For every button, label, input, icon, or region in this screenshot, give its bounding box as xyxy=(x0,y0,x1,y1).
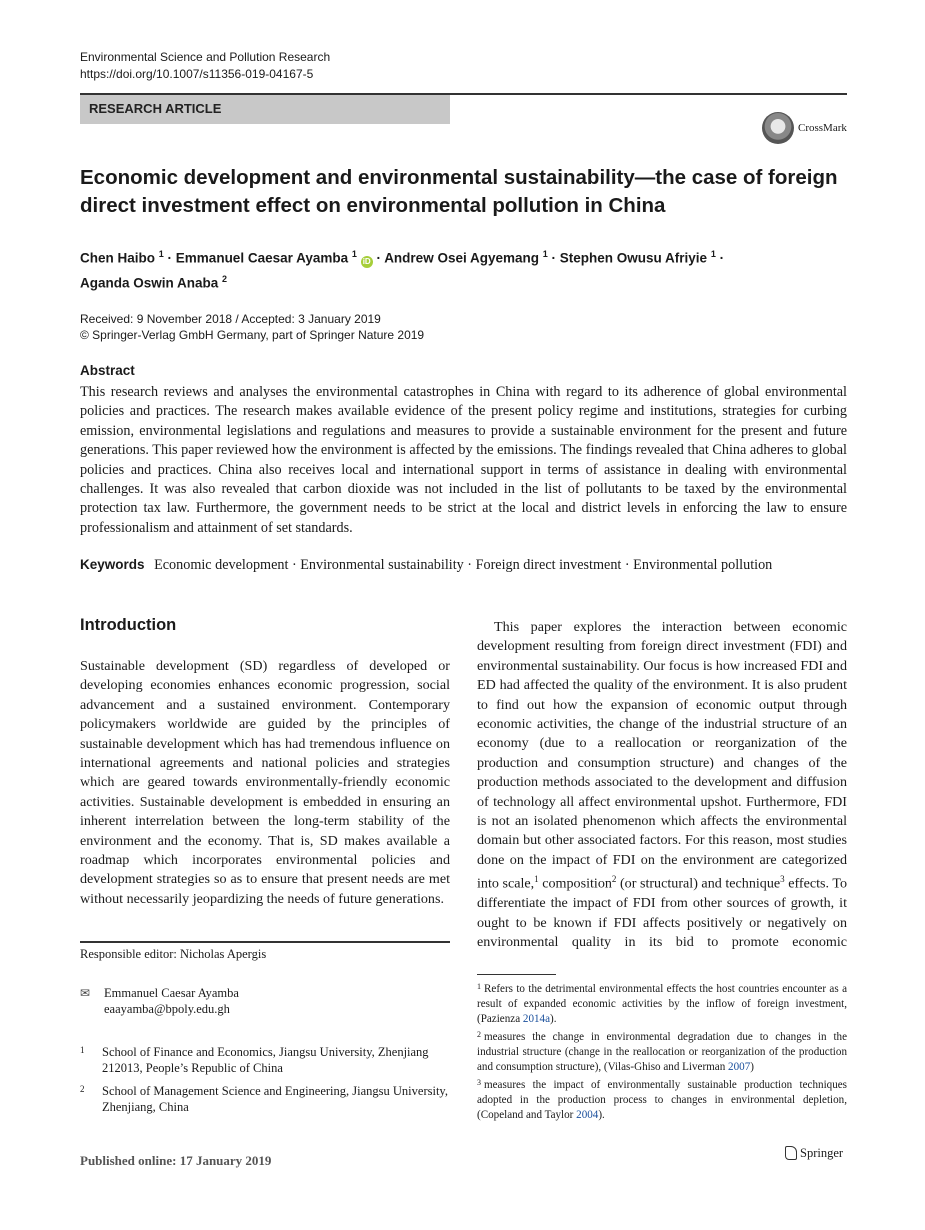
paragraph-text: (or structural) and technique xyxy=(616,875,781,892)
footnote-mark[interactable]: 1 xyxy=(534,874,539,885)
footnote-text: measures the change in environmental degradation due to changes in the industrial structure (change in the reallocation or reorganization of the production and consumption structure), (Vilas-Ghiso and Liverman xyxy=(477,1031,847,1073)
footnote-tail: ). xyxy=(550,1013,557,1025)
article-type-label: RESEARCH ARTICLE xyxy=(89,101,222,116)
article-title: Economic development and environmental sustainability—the case of foreign direct investment effect on environmental pollution in China xyxy=(80,166,838,217)
footnote-tail: ). xyxy=(598,1109,605,1121)
introduction-left-paragraph: Sustainable development (SD) regardless of developed or developing economies enhances economic progression, social advancement and a sustained environment. Contemporary policymakers worldwide are guided by the principles of sustainable development which has had tremendous influence on international agreements and national policies and strategies which are geared towards environmentally-friendly economic activities. Sustainable development is embedded in ensuring an inherent interrelation between the long-term stability of the environment and the economy. That is, SD makes available a roadmap which incorporates environmental policies and development strategies so as to ensure that present needs are met without necessarily jeopardizing the needs of future generations. xyxy=(80,658,450,907)
paragraph-text: composition xyxy=(538,875,612,892)
footnote xyxy=(477,1027,847,1075)
introduction-right-paragraph xyxy=(477,618,847,953)
footnote xyxy=(477,1075,847,1123)
keywords-label: Keywords xyxy=(80,557,145,572)
affiliation xyxy=(80,1044,450,1076)
footnote-rule xyxy=(477,974,556,975)
footnote-number: 2 xyxy=(477,1030,481,1039)
footnote-text: Refers to the detrimental environmental effects the host countries encounter as a result of expanded economic activities by the inflow of foreign investment, (Pazienza xyxy=(477,983,847,1025)
copyright-notice: © Springer-Verlag GmbH Germany, part of Springer Nature 2019 xyxy=(80,328,425,342)
publisher-logo xyxy=(785,1146,843,1161)
abstract-text: This research reviews and analyses the environmental catastrophes in China with regard to its adherence of global environmental policies and practices. The research makes available evidence of the present policy regime and institutions, strategies for curbing emission, environmental legislations and regulations and measures to provide a sustainable environment for the present and future generations. This paper reviewed how the environment is affected by the emissions. The findings revealed that China adheres to global policies and practices. China also receives local and international support in terms of assistance in dealing with environmental challenges. It was also revealed that carbon dioxide was not included in the list of pollutants to be taxed by the environmental protection tax law. Furthermore, the government needs to be strict at the local and district levels in enforcing the law to ensure professionalism and attainment of set standards. xyxy=(80,384,847,536)
author-name[interactable]: Aganda Oswin Anaba xyxy=(80,275,219,290)
article-type-banner xyxy=(80,95,450,124)
introduction-heading: Introduction xyxy=(80,616,177,634)
affiliation-text: School of Finance and Economics, Jiangsu University, Zhenjiang 212013, People’s Republic of China xyxy=(102,1045,429,1075)
doi-link[interactable]: https://doi.org/10.1007/s11356-019-04167-5 xyxy=(80,67,314,81)
author-affiliation-mark: 1 xyxy=(710,249,716,259)
author-name[interactable]: Emmanuel Caesar Ayamba xyxy=(175,250,349,266)
received-accepted-dates: Received: 9 November 2018 / Accepted: 3 January 2019 xyxy=(80,312,381,326)
affiliation-text: School of Management Science and Engineering, Jiangsu University, Zhenjiang, China xyxy=(102,1084,448,1114)
publisher-name: Springer xyxy=(800,1146,844,1160)
footnote xyxy=(477,979,847,1027)
citation-link[interactable]: 2004 xyxy=(576,1109,599,1121)
crossmark-label: CrossMark xyxy=(798,122,847,134)
footnote-number: 3 xyxy=(477,1078,481,1087)
affiliation-number: 1 xyxy=(80,1045,85,1055)
paragraph-text: effects. To differentiate the impact of FDI from other sources of growth, it ought to be known if FDI affects positively or negatively on environmental quality in its bid to promote economic xyxy=(477,875,847,951)
footnotes xyxy=(477,979,847,1123)
crossmark-icon xyxy=(762,112,794,144)
citation-link[interactable]: 2007 xyxy=(728,1061,751,1073)
envelope-icon: ✉ xyxy=(80,986,91,1000)
author-affiliation-mark: 2 xyxy=(222,273,228,284)
footnote-mark[interactable]: 3 xyxy=(780,874,785,885)
author-affiliation-mark: 1 xyxy=(351,249,357,259)
crossmark-badge[interactable] xyxy=(762,112,852,146)
corresponding-email[interactable]: eaayamba@bpoly.edu.gh xyxy=(104,1002,230,1016)
footnote-mark[interactable]: 2 xyxy=(611,874,617,885)
footnote-number: 1 xyxy=(477,982,481,991)
citation-link[interactable]: 2014a xyxy=(522,1013,551,1025)
abstract-heading: Abstract xyxy=(80,363,135,378)
footnote-rule xyxy=(80,941,450,943)
responsible-editor: Responsible editor: Nicholas Apergis xyxy=(80,947,267,961)
keywords xyxy=(80,557,847,574)
author-name[interactable]: Andrew Osei Agyemang xyxy=(384,250,539,266)
corresponding-author xyxy=(80,985,239,1017)
author-affiliation-mark: 1 xyxy=(158,249,164,259)
footnote-tail: ) xyxy=(750,1061,754,1073)
orcid-icon[interactable]: iD xyxy=(362,256,371,266)
keywords-list: Economic development · Environmental sustainability · Foreign direct investment · Environmental pollution xyxy=(154,557,773,573)
journal-name: Environmental Science and Pollution Research xyxy=(80,50,331,64)
corresponding-name: Emmanuel Caesar Ayamba xyxy=(104,986,239,1000)
author-list: Chen Haibo $^1$ · Emmanuel Caesar Ayamba $^1$ iD · Andrew Osei Agyemang $^1$ · Stephen Owusu Afriyie $^1$ · Aganda Oswin Anaba $^2$ xyxy=(80,249,725,290)
affiliation xyxy=(80,1083,450,1115)
footnote-text: measures the impact of environmentally sustainable production techniques adopted in the production process to changes in environmental depletion, (Copeland and Taylor xyxy=(477,1079,847,1121)
author-name[interactable]: Chen Haibo xyxy=(80,250,156,266)
author-name[interactable]: Stephen Owusu Afriyie xyxy=(559,250,708,266)
author-affiliation-mark: 1 xyxy=(542,249,548,259)
springer-horse-icon xyxy=(785,1146,797,1160)
published-online-date: Published online: 17 January 2019 xyxy=(80,1153,272,1168)
affiliation-number: 2 xyxy=(80,1084,85,1094)
paragraph-text: This paper explores the interaction between economic development resulting from foreign direct investment (FDI) and environmental sustainability. Our focus is how increased FDI and ED had affected the quality of the environment. It is also prudent to find out how the expansion of economic output through economic activities, the change of the industrial structure of an economy (due to a reallocation or reorganization of the production and consumption structure) and changes of the production methods associated to the development and diffusion of technology all affect environmental upshot. Furthermore, FDI is not an isolated phenomenon which affects the environmental domain but other associated factors. For this reason, most studies done on the impact of FDI on the environment are categorized into scale, xyxy=(477,619,847,892)
